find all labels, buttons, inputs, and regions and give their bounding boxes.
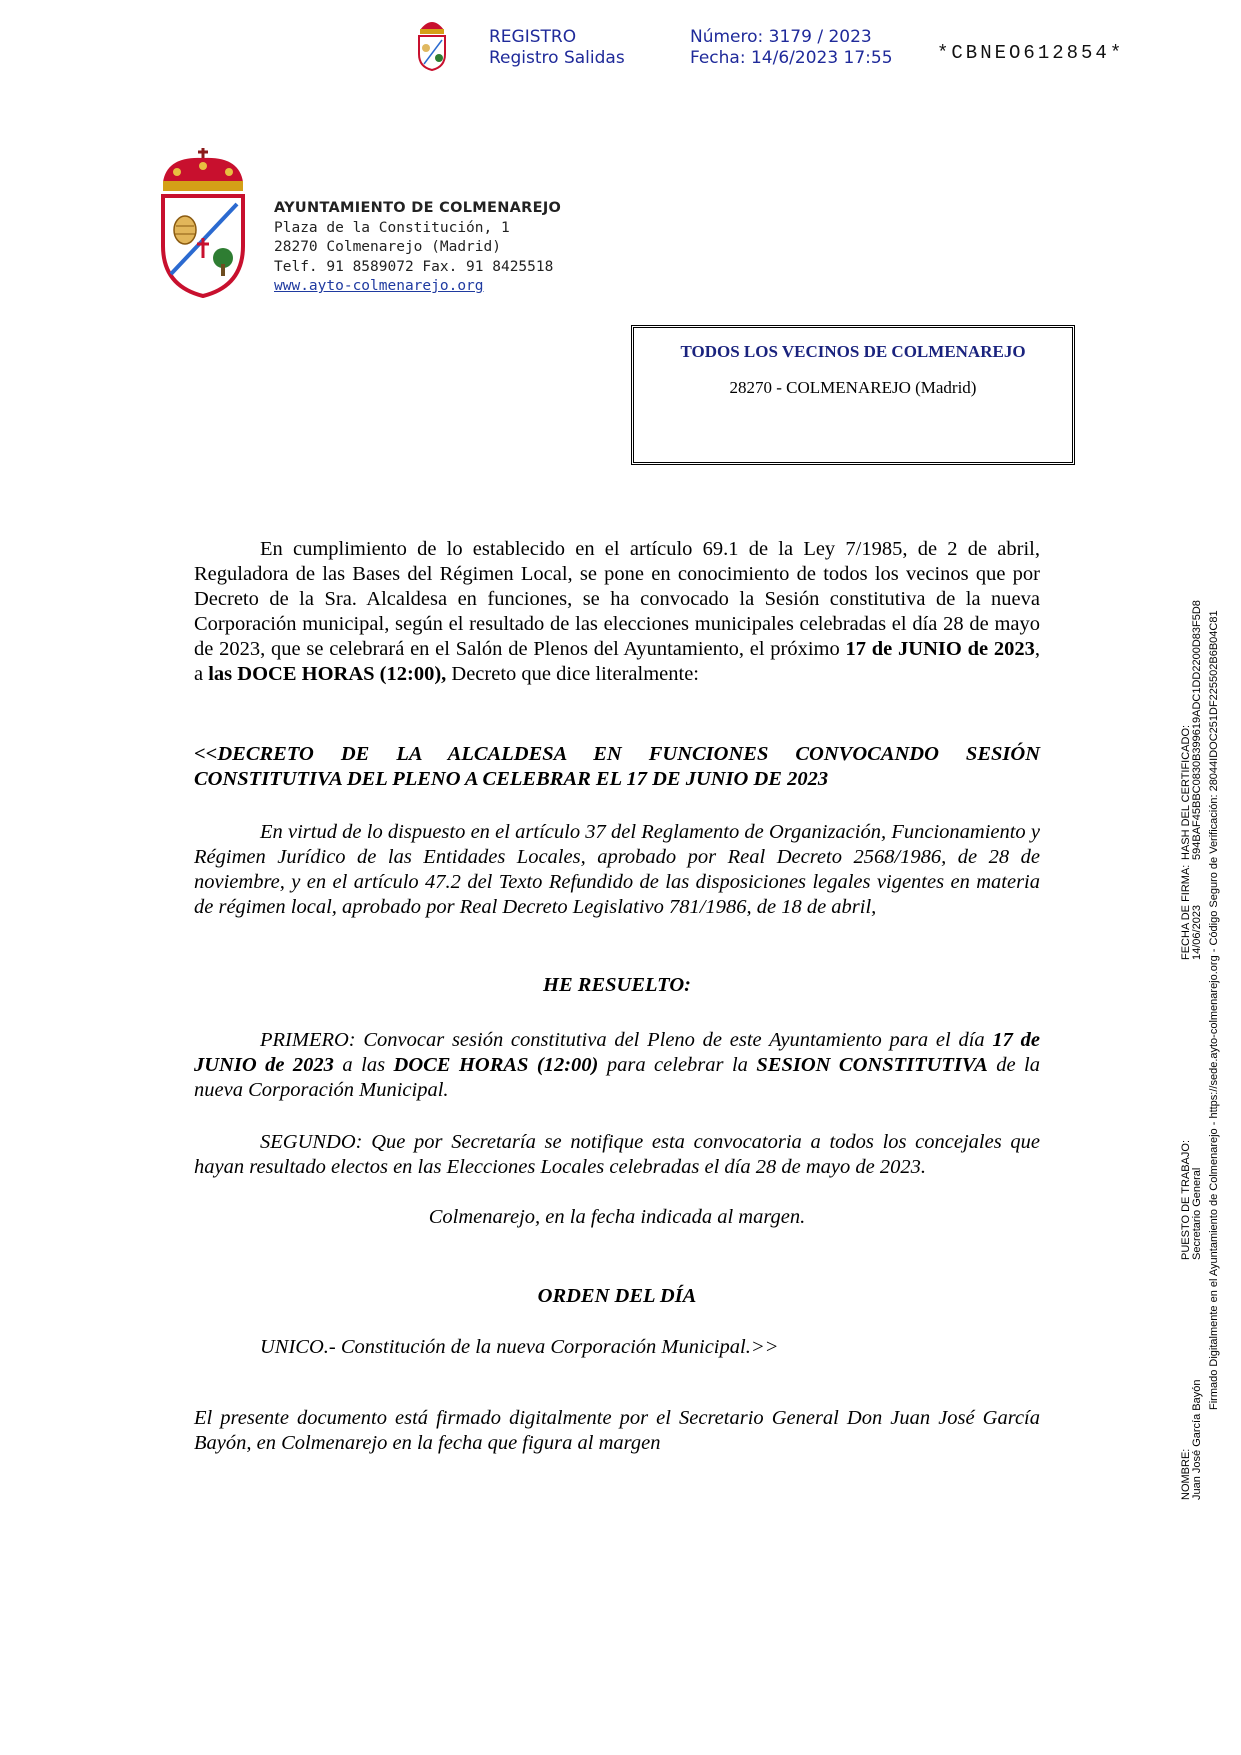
crest-logo [159, 146, 247, 298]
first-text: PRIMERO: Convocar sesión constitutiva del Pleno de este Ayuntamiento para el día [260, 1029, 993, 1051]
organization-header [274, 199, 561, 297]
margin-post-value-row [1191, 1168, 1203, 1260]
resolution-heading: HE RESUELTO: [543, 974, 691, 996]
organization-website-link[interactable]: www.ayto-colmenarejo.org [274, 278, 484, 294]
registry-number: Número: 3179 / 2023 [690, 27, 872, 47]
intro-connector: , a [194, 638, 1040, 685]
legal-basis-paragraph: En virtud de lo dispuesto en el artículo 37 del Reglamento de Organización, Funcionamiento y Régimen Jurídico de las Entidades Locales, aprobado por Real Decreto 2568/1986, de 28 de noviembre, y en el artículo 47.2 del Texto Refundido de las disposiciones legales vigentes en materia de régimen local, aprobado por Real Decreto Legislativo 781/1986, de 18 de abril, [194, 821, 1040, 918]
margin-date-value-row [1191, 905, 1203, 960]
registry-date: Fecha: 14/6/2023 17:55 [690, 48, 893, 68]
registry-labels [489, 27, 625, 69]
first-resolution [194, 1028, 1040, 1103]
organization-name: AYUNTAMIENTO DE COLMENAREJO [274, 200, 562, 216]
first-time: DOCE HORAS (12:00) [393, 1054, 599, 1076]
registry-label: REGISTRO [489, 27, 577, 47]
margin-date-value: 14/06/2023 [1191, 904, 1203, 960]
margin-date-label: FECHA DE FIRMA: [1180, 864, 1192, 960]
organization-address: Plaza de la Constitución, 1 [274, 219, 510, 236]
first-date: 17 de JUNIO de 2023 [194, 1029, 1040, 1076]
recipient-name: TODOS LOS VECINOS DE COLMENAREJO [680, 342, 1026, 361]
intro-date: 17 de JUNIO de 2023 [845, 638, 1035, 660]
margin-name-label: NOMBRE: [1180, 1448, 1192, 1500]
first-purpose: para celebrar la [598, 1054, 757, 1076]
barcode-text: *CBNEO612854* [937, 42, 1125, 64]
margin-hash-value-row [1191, 600, 1203, 860]
second-resolution: SEGUNDO: Que por Secretaría se notifique esta convocatoria a todos los concejales que hayan resultado electos en las Elecciones Locales celebradas el día 28 de mayo de 2023. [194, 1131, 1040, 1178]
registry-sublabel: Registro Salidas [489, 48, 625, 68]
margin-hash-label: HASH DEL CERTIFICADO: [1180, 724, 1192, 860]
margin-verification-text: Firmado Digitalmente en el Ayuntamiento de Colmenarejo - https://sede.ayto-colmenarejo.org - Código Seguro de Verificación: 28044IDOC251DF225502B6B04C81 [1208, 610, 1220, 1410]
margin-post-label: PUESTO DE TRABAJO: [1180, 1139, 1192, 1260]
intro-paragraph [194, 537, 1040, 687]
margin-verification [1208, 610, 1220, 1410]
signature-note: El presente documento está firmado digitalmente por el Secretario General Don Juan José García Bayón, en Colmenarejo en la fecha que figura al margen [194, 1407, 1040, 1454]
margin-post-value: Secretario General [1191, 1167, 1203, 1260]
decree-title: <<DECRETO DE LA ALCALDESA EN FUNCIONES CONVOCANDO SESIÓN CONSTITUTIVA DEL PLENO A CELEBRAR EL 17 DE JUNIO DE 2023 [194, 743, 1040, 790]
intro-closing: Decreto que dice literalmente: [446, 663, 699, 685]
first-session: SESION CONSTITUTIVA [756, 1054, 988, 1076]
agenda-heading: ORDEN DEL DÍA [537, 1285, 697, 1307]
registry-info [690, 27, 893, 69]
margin-name-value-row [1191, 1380, 1203, 1500]
recipient-box [631, 325, 1075, 465]
place-line: Colmenarejo, en la fecha indicada al margen. [428, 1206, 806, 1228]
organization-city: 28270 Colmenarejo (Madrid) [274, 239, 501, 255]
intro-text: En cumplimiento de lo establecido en el artículo 69.1 de la Ley 7/1985, de 2 de abril, Reguladora de las Bases del Régimen Local, se pone en conocimiento de todos los vecinos que por Decreto de la Sra. Alcaldesa en funciones, se ha convocado la Sesión constitutiva de la nueva Corporación municipal, según el resultado de las elecciones municipales celebradas el día 28 de mayo de 2023, que se celebrará en el Salón de Plenos del Ayuntamiento, el próximo [194, 538, 1040, 660]
first-closing: de la nueva Corporación Municipal. [194, 1054, 1040, 1101]
margin-name-value: Juan José García Bayón [1191, 1379, 1203, 1500]
intro-time: las DOCE HORAS (12:00), [208, 663, 447, 685]
agenda-item: UNICO.- Constitución de la nueva Corporación Municipal.>> [260, 1336, 779, 1358]
organization-phone: Telf. 91 8589072 Fax. 91 8425518 [274, 258, 554, 275]
first-connector: a las [333, 1054, 394, 1076]
small-crest-logo [414, 12, 450, 72]
signature-margin [1180, 600, 1240, 1510]
margin-hash-value: 594BAF45BBC0830B399619ADC1DD2200D83F5D8 [1191, 600, 1203, 860]
recipient-address: 28270 - COLMENAREJO (Madrid) [729, 378, 977, 397]
